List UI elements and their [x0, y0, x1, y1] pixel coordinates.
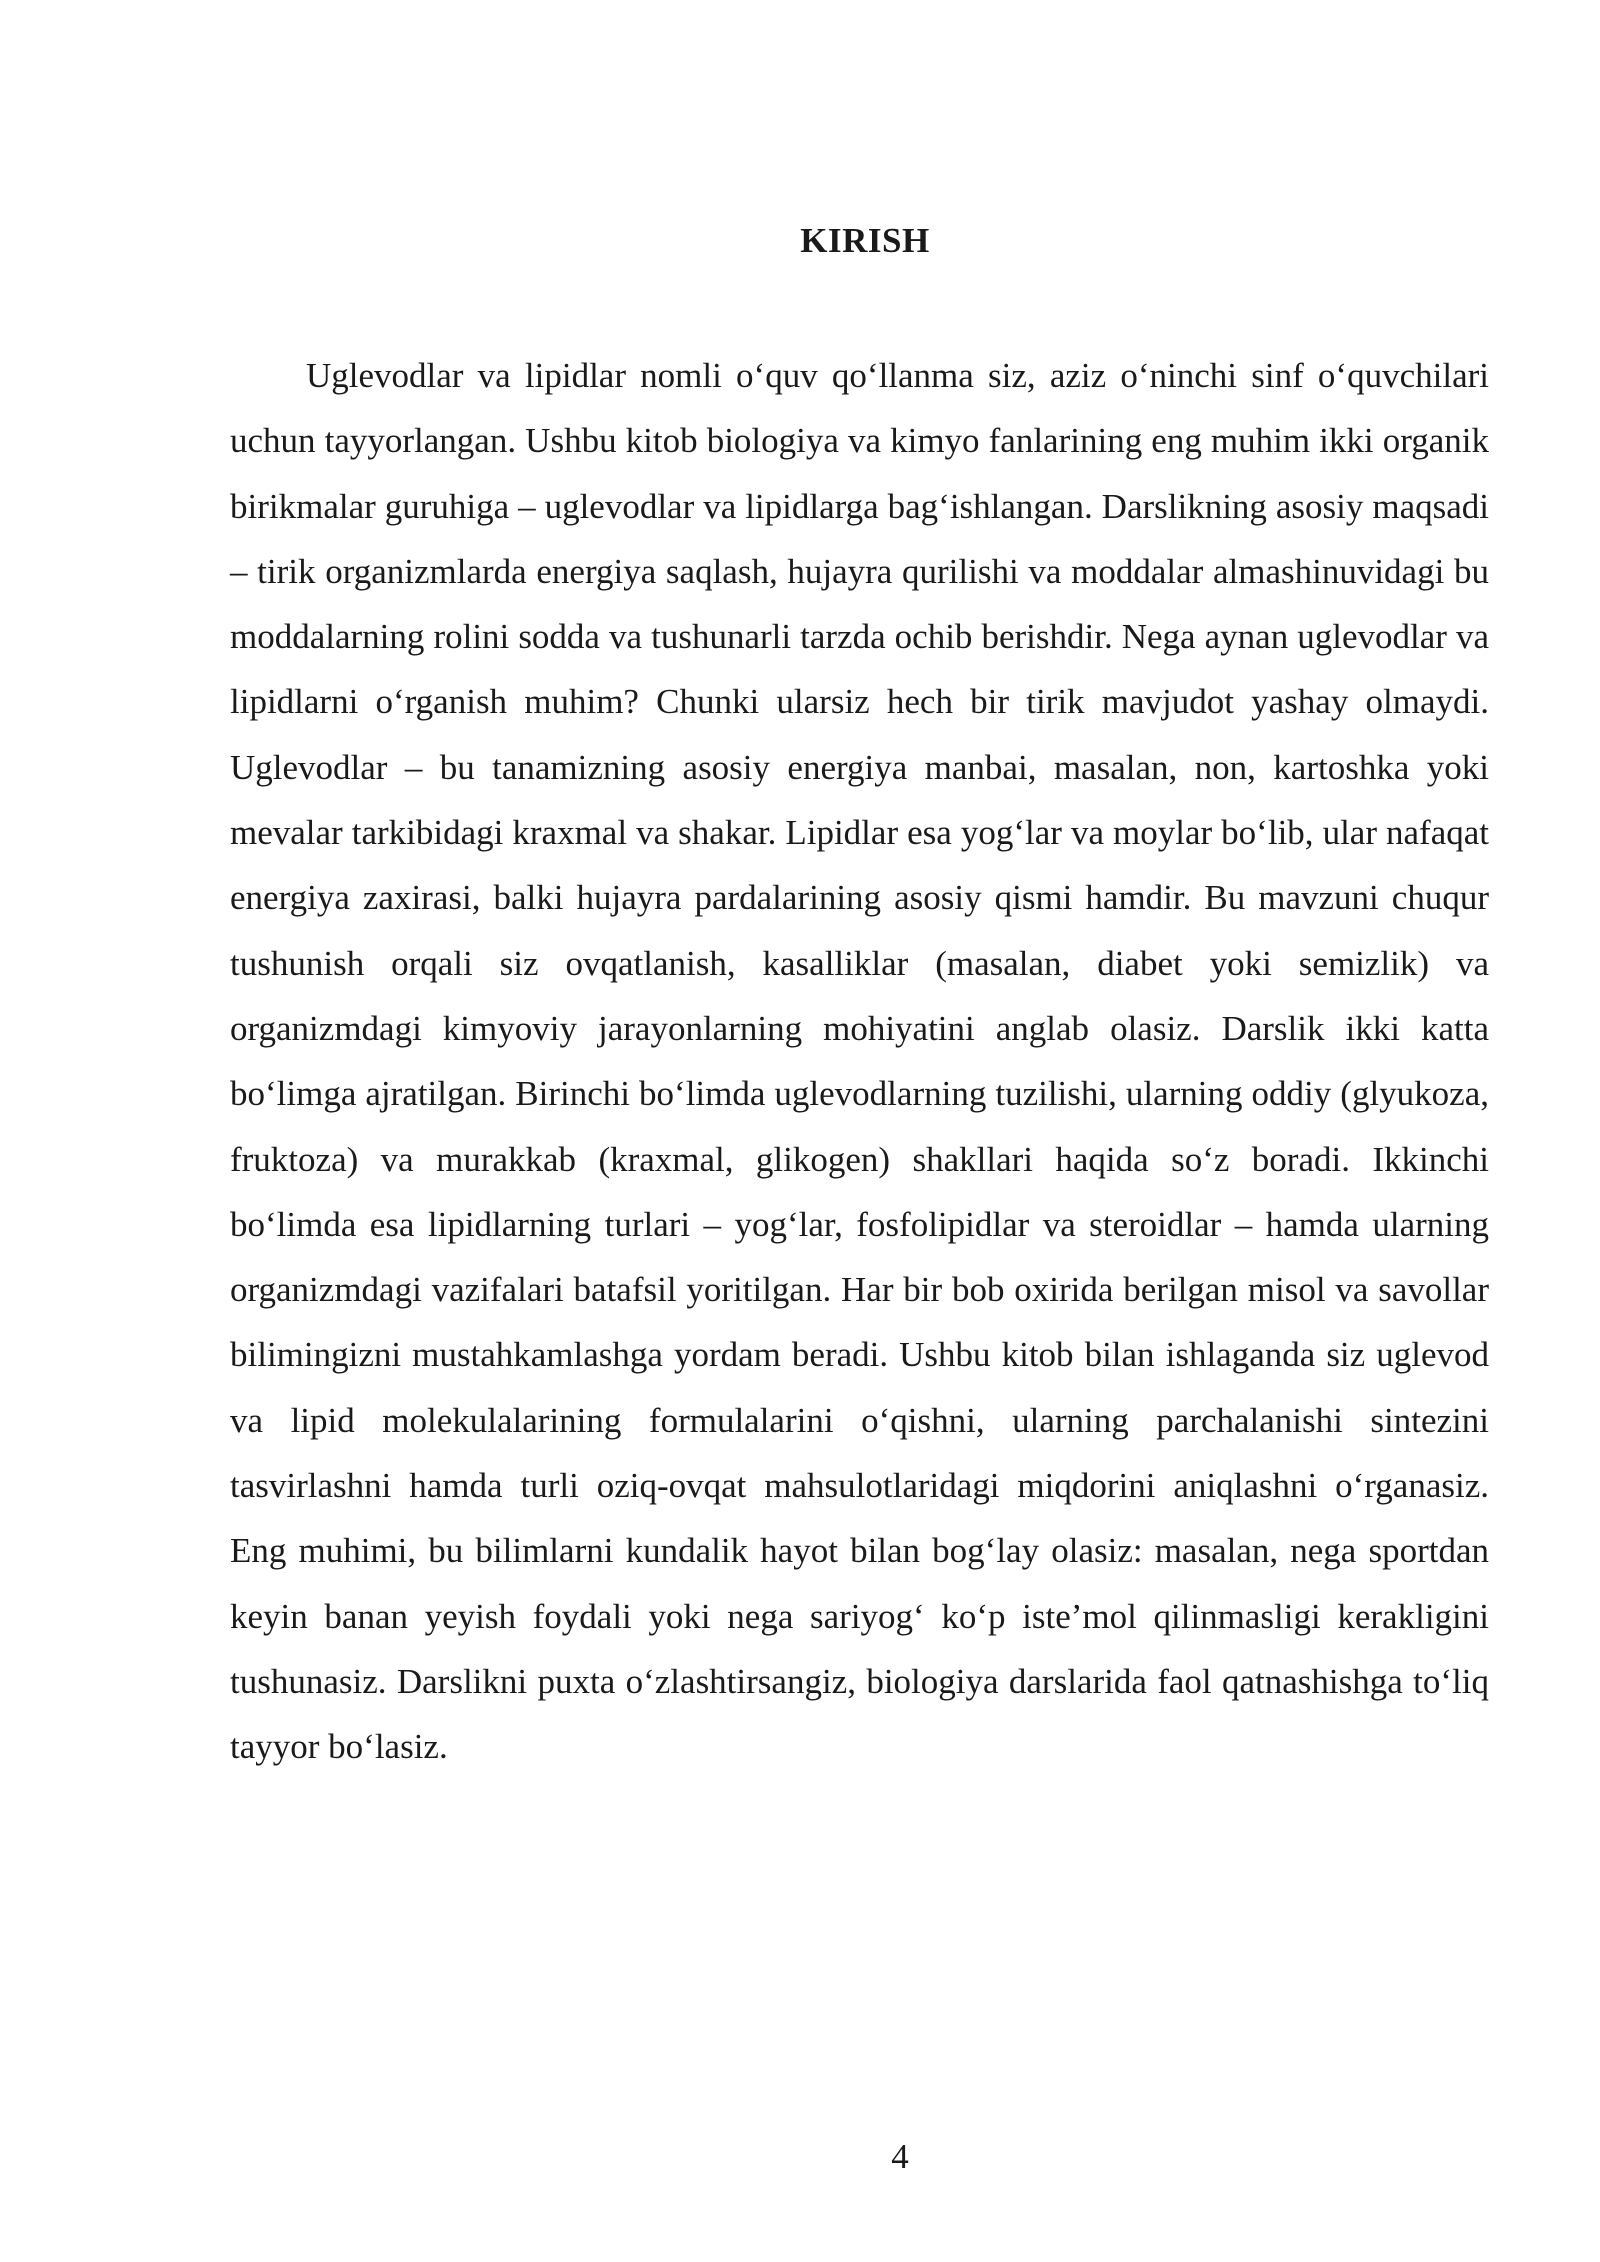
page-number: 4 [891, 2137, 909, 2176]
page-title: KIRISH [800, 221, 930, 260]
body-paragraph: Uglevodlar va lipidlar nomli o‘quv qo‘llanma siz, aziz o‘ninchi sinf o‘quvchilari uchun tayyorlangan. Ushbu kitob biologiya va kimyo fanlarining eng muhim ikki organik birikmalar guruhiga – uglevodlar va lipidlarga bag‘ishlangan. Darslikning asosiy maqsadi – tirik organizmlarda energiya saqlash, hujayra qurilishi va moddalar almashinuvidagi bu moddalarning rolini sodda va tushunarli tarzda ochib berishdir. Nega aynan uglevodlar va lipidlarni o‘rganish muhim? Chunki ularsiz hech bir tirik mavjudot yashay olmaydi. Uglevodlar – bu tanamizning asosiy energiya manbai, masalan, non, kartoshka yoki mevalar tarkibidagi kraxmal va shakar. Lipidlar esa yog‘lar va moylar bo‘lib, ular nafaqat energiya zaxirasi, balki hujayra pardalarining asosiy qismi hamdir. Bu mavzuni chuqur tushunish orqali siz ovqatlanish, kasalliklar (masalan, diabet yoki semizlik) va organizmdagi kimyoviy jarayonlarning mohiyatini anglab olasiz. Darslik ikki katta bo‘limga ajratilgan. Birinchi bo‘limda uglevodlarning tuzilishi, ularning oddiy (glyukoza, fruktoza) va murakkab (kraxmal, glikogen) shakllari haqida so‘z boradi. Ikkinchi bo‘limda esa lipidlarning turlari – yog‘lar, fosfolipidlar va steroidlar – hamda ularning organizmdagi vazifalari batafsil yoritilgan. Har bir bob oxirida berilgan misol va savollar bilimingizni mustahkamlashga yordam beradi. Ushbu kitob bilan ishlaganda siz uglevod va lipid molekulalarining formulalarini o‘qishni, ularning parchalanishi sintezini tasvirlashni hamda turli oziq-ovqat mahsulotlaridagi miqdorini aniqlashni o‘rganasiz. Eng muhimi, bu bilimlarni kundalik hayot bilan bog‘lay olasiz: masalan, nega sportdan keyin banan yeyish foydali yoki nega sariyog‘ ko‘p iste’mol qilinmasligi kerakligini tushunasiz. Darslikni puxta o‘zlashtirsangiz, biologiya darslarida faol qatnashishga to‘liq tayyor bo‘lasiz. [230, 356, 1489, 1767]
